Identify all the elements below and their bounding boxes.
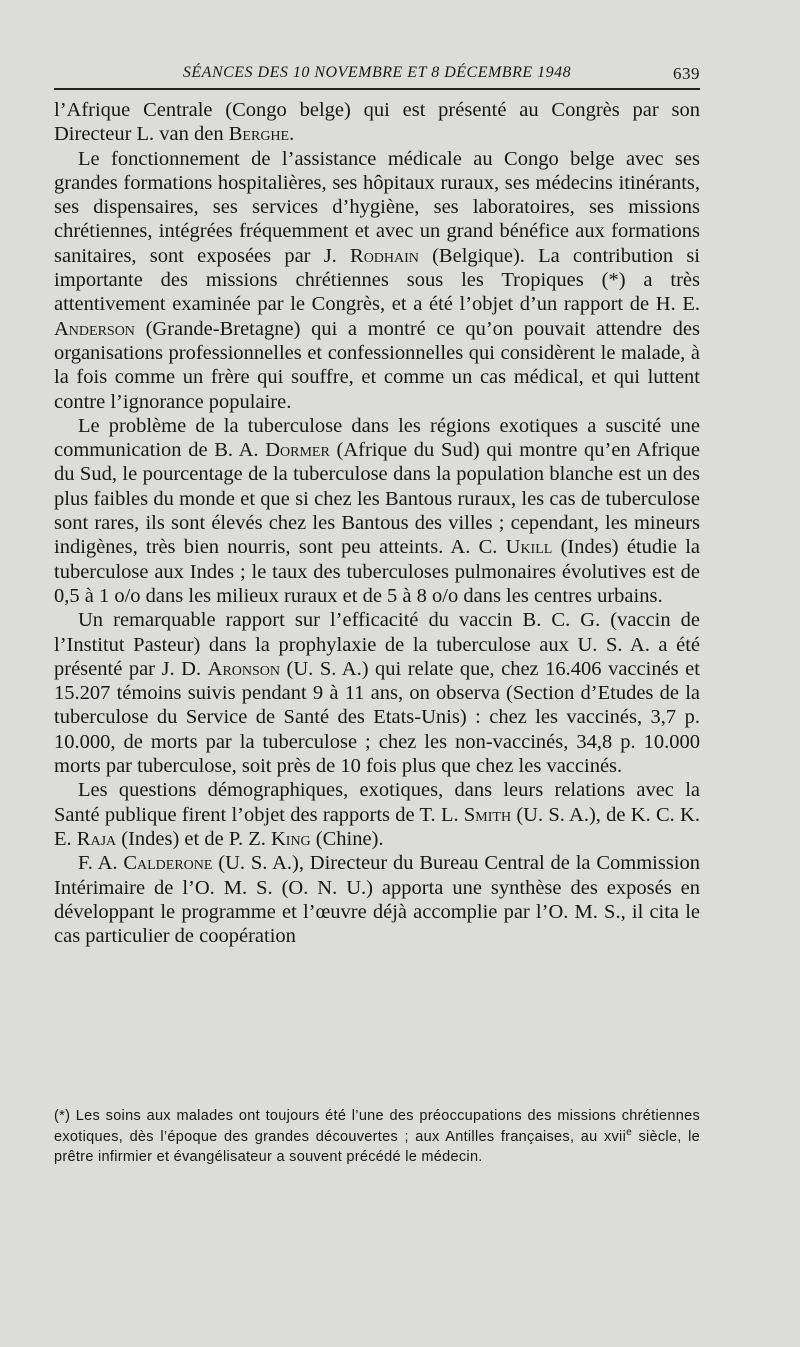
author-name: Dormer bbox=[265, 439, 330, 462]
paragraph bbox=[54, 98, 700, 147]
paragraph bbox=[54, 851, 700, 948]
author-name: Aronson bbox=[207, 657, 281, 680]
text-run: Un remarquable rapport sur l’efficacité du vaccin B. C. G. (vaccin de l’Institut Pasteur) dans la prophylaxie de la tuberculose aux U. S. A. a été présenté par J. D. bbox=[54, 609, 700, 680]
text-run: (Belgique). La contribution si importante des missions chrétiennes sous les Tropiques (*) a très attentivement examinée par le Congrès, et a été l’objet d’un rapport de H. E. bbox=[54, 244, 701, 316]
text-run: (Grande-Bretagne) qui a montré ce qu’on pouvait attendre des organisations professionnelles et confessionnelles qui considèrent le malade, à la fois comme un frère qui souffre, et comme un cas médical, et qui luttent contre l’ignorance populaire. bbox=[54, 317, 700, 413]
author-name: Rodhain bbox=[350, 244, 419, 267]
header-rule bbox=[54, 88, 700, 90]
footnote-text: (*) Les soins aux malades ont toujours été l’une des préoccupations des missions chrétiennes exotiques, dès l’époque des grandes découvertes ; aux Antilles françaises, au xvii bbox=[54, 1108, 700, 1145]
author-name: Ukill bbox=[505, 536, 553, 559]
footnotes bbox=[54, 1106, 700, 1168]
text-run: Les questions démographiques, exotiques, dans leurs relations avec la Santé publique firent l’objet des rapports de T. L. bbox=[54, 779, 700, 826]
author-name: Anderson bbox=[54, 317, 135, 340]
footnote-superscript: e bbox=[626, 1126, 632, 1138]
page-number: 639 bbox=[673, 64, 700, 83]
text-run: Le problème de la tuberculose dans les régions exotiques a suscité une communication de B. A. bbox=[54, 414, 700, 462]
author-name: Calderone bbox=[123, 852, 213, 875]
author-name: King bbox=[270, 827, 311, 850]
text-run: (U. S. A.) qui relate que, chez 16.406 vaccinés et 15.207 témoins suivis pendant 9 à 11 ans, on observa (Section d’Etudes de la tuberculose du Service de Santé des Etats-Unis) : chez les vaccinés, 3,7 p. 10.000, de morts par la tuberculose ; chez les non-vaccinés, 34,8 p. 10.000 morts par tuberculose, soit près de 10 fois plus que chez les vaccinés. bbox=[54, 657, 700, 778]
running-header bbox=[54, 58, 700, 88]
author-name: Raja bbox=[76, 827, 117, 850]
text-run: (Afrique du Sud) qui montre qu’en Afrique du Sud, le pourcentage de la tuberculose dans la population blanche est un des plus faibles du monde et que si chez les Bantous ruraux, les cas de tuberculose sont rares, ils sont élevés chez les Bantous des villes ; cependant, les mineurs indigènes, très bien nourris, sont peu atteints. A. C. bbox=[54, 439, 700, 559]
footnote bbox=[54, 1106, 700, 1168]
text-run: (U. S. A.), Directeur du Bureau Central de la Commission Intérimaire de l’O. M. S. (O. N. U.) apporta une synthèse des exposés en développant le programme et l’œuvre déjà accomplie par l’O. M. S., il cita le cas particulier de coopération bbox=[54, 852, 700, 948]
author-name: Smith bbox=[463, 803, 512, 826]
text-run: (Indes) étudie la tuberculose aux Indes ; le taux des tuberculoses pulmonaires évolutives est de 0,5 à 1 o/o dans les milieux ruraux et de 5 à 8 o/o dans les centres urbains. bbox=[54, 536, 700, 607]
paragraph bbox=[54, 147, 700, 414]
author-name: Berghe bbox=[228, 123, 290, 146]
paragraph bbox=[54, 778, 700, 851]
text-run: (U. S. A.), de K. C. K. E. bbox=[54, 803, 700, 850]
footnote-text-end: siècle, le prêtre infirmier et évangélisateur a souvent précédé le médecin. bbox=[54, 1128, 700, 1165]
paragraph bbox=[54, 414, 700, 608]
text-run: Le fonctionnement de l’assistance médicale au Congo belge avec ses grandes formations hospitalières, ses hôpitaux ruraux, ses médecins itinérants, ses dispensaires, ses services d’hygiène, ses laboratoires, ses missions chrétiennes, intégrées fréquemment et avec un grand bénéfice aux formations sanitaires, sont exposées par J. bbox=[54, 147, 700, 267]
text-run: (Chine). bbox=[310, 827, 384, 850]
running-title: SÉANCES DES 10 NOVEMBRE ET 8 DÉCEMBRE 1948 bbox=[182, 64, 572, 81]
text-run: F. A. bbox=[78, 852, 124, 875]
text-run: l’Afrique Centrale (Congo belge) qui est présenté au Congrès par son Directeur L. van den bbox=[54, 99, 700, 146]
body-text bbox=[54, 98, 700, 948]
paragraph bbox=[54, 608, 700, 778]
text-run: (Indes) et de P. Z. bbox=[116, 827, 271, 850]
text-run: . bbox=[289, 123, 295, 146]
